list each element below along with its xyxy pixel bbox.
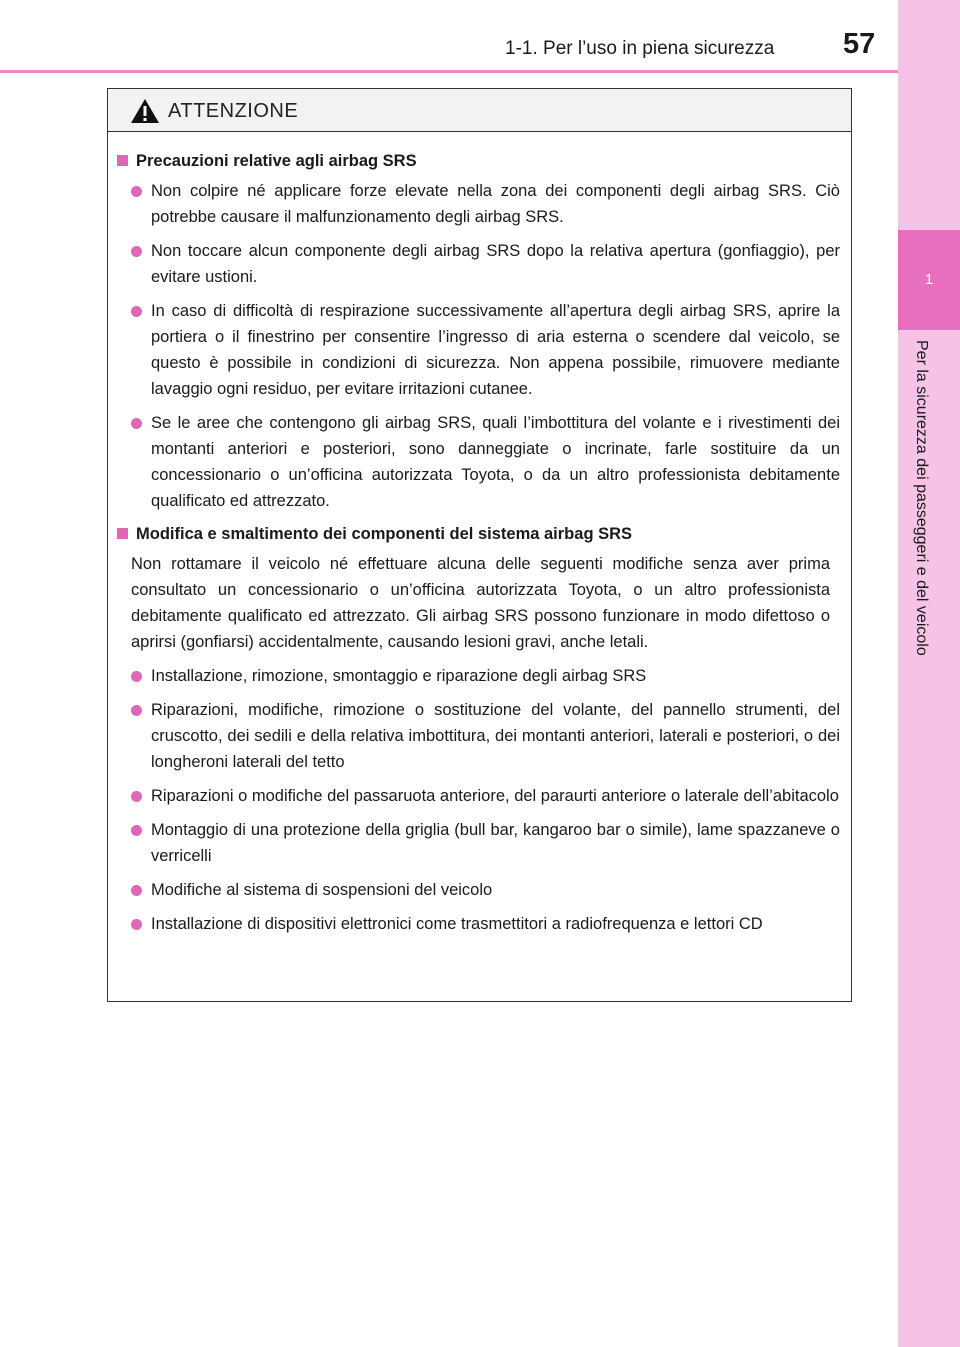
list-item: Installazione di dispositivi elettronici come trasmettitori a radiofrequenza e lettori CD	[131, 911, 840, 937]
section-title: Modifica e smaltimento dei componenti del sistema airbag SRS	[117, 522, 840, 546]
side-tab-text: Per la sicurezza dei passeggeri e del veicolo	[913, 340, 930, 656]
list-item: Modifiche al sistema di sospensioni del veicolo	[131, 877, 840, 903]
circle-bullet-icon	[131, 186, 142, 197]
circle-bullet-icon	[131, 885, 142, 896]
list-item: Riparazioni o modifiche del passaruota anteriore, del paraurti anteriore o laterale dell’abitacolo	[131, 783, 840, 809]
section-intro: Non rottamare il veicolo né effettuare alcuna delle seguenti modifiche senza aver prima consultato un concessionario o un’officina autorizzata Toyota, o un altro professionista debitamente qualificato ed attrezzato. Gli airbag SRS possono funzionare in modo difettoso o aprirsi (gonfiarsi) accidentalmente, causando lesioni gravi, anche letali.	[131, 555, 830, 651]
circle-bullet-icon	[131, 306, 142, 317]
circle-bullet-icon	[131, 791, 142, 802]
list-item: Non toccare alcun componente degli airbag SRS dopo la relativa apertura (gonfiaggio), per evitare ustioni.	[131, 238, 840, 290]
section-title: Precauzioni relative agli airbag SRS	[117, 149, 840, 173]
list-item: Riparazioni, modifiche, rimozione o sostituzione del volante, del pannello strumenti, del cruscotto, dei sedili e della relativa imbottitura, dei montanti anteriori, laterali e posteriori, o dei longheroni laterali del tetto	[131, 697, 840, 775]
list-item: In caso di difficoltà di respirazione successivamente all’apertura degli airbag SRS, aprire la portiera o il finestrino per consentire l’ingresso di aria esterna o scendere dal veicolo, se questo è possibile in condizioni di sicurezza. Non appena possibile, rimuovere mediante lavaggio ogni residuo, per evitare irritazioni cutanee.	[131, 298, 840, 402]
header-divider	[0, 70, 898, 73]
list-item: Montaggio di una protezione della griglia (bull bar, kangaroo bar o simile), lame spazzaneve o verricelli	[131, 817, 840, 869]
warning-header	[108, 89, 851, 132]
warning-body	[108, 132, 851, 937]
circle-bullet-icon	[131, 825, 142, 836]
warning-label: ATTENZIONE	[168, 100, 299, 122]
page-number: 57	[843, 28, 876, 60]
side-tab	[898, 0, 960, 1347]
list-item: Non colpire né applicare forze elevate nella zona dei componenti degli airbag SRS. Ciò potrebbe causare il malfunzionamento degli airbag SRS.	[131, 178, 840, 230]
warning-icon	[130, 98, 160, 124]
circle-bullet-icon	[131, 919, 142, 930]
circle-bullet-icon	[131, 418, 142, 429]
list-item: Se le aree che contengono gli airbag SRS, quali l’imbottitura del volante e i rivestimenti dei montanti anteriori e posteriori, sono danneggiate o incrinate, farle sostituire da un concessionario o un’officina autorizzata Toyota, o da un altro professionista debitamente qualificato ed attrezzato.	[131, 410, 840, 514]
warning-box	[107, 88, 852, 1002]
circle-bullet-icon	[131, 246, 142, 257]
circle-bullet-icon	[131, 671, 142, 682]
header-title: 1-1. Per l’uso in piena sicurezza	[505, 38, 775, 59]
square-bullet-icon	[117, 528, 128, 539]
list-item: Installazione, rimozione, smontaggio e riparazione degli airbag SRS	[131, 663, 840, 689]
square-bullet-icon	[117, 155, 128, 166]
circle-bullet-icon	[131, 705, 142, 716]
side-tab-number: 1	[924, 271, 934, 288]
